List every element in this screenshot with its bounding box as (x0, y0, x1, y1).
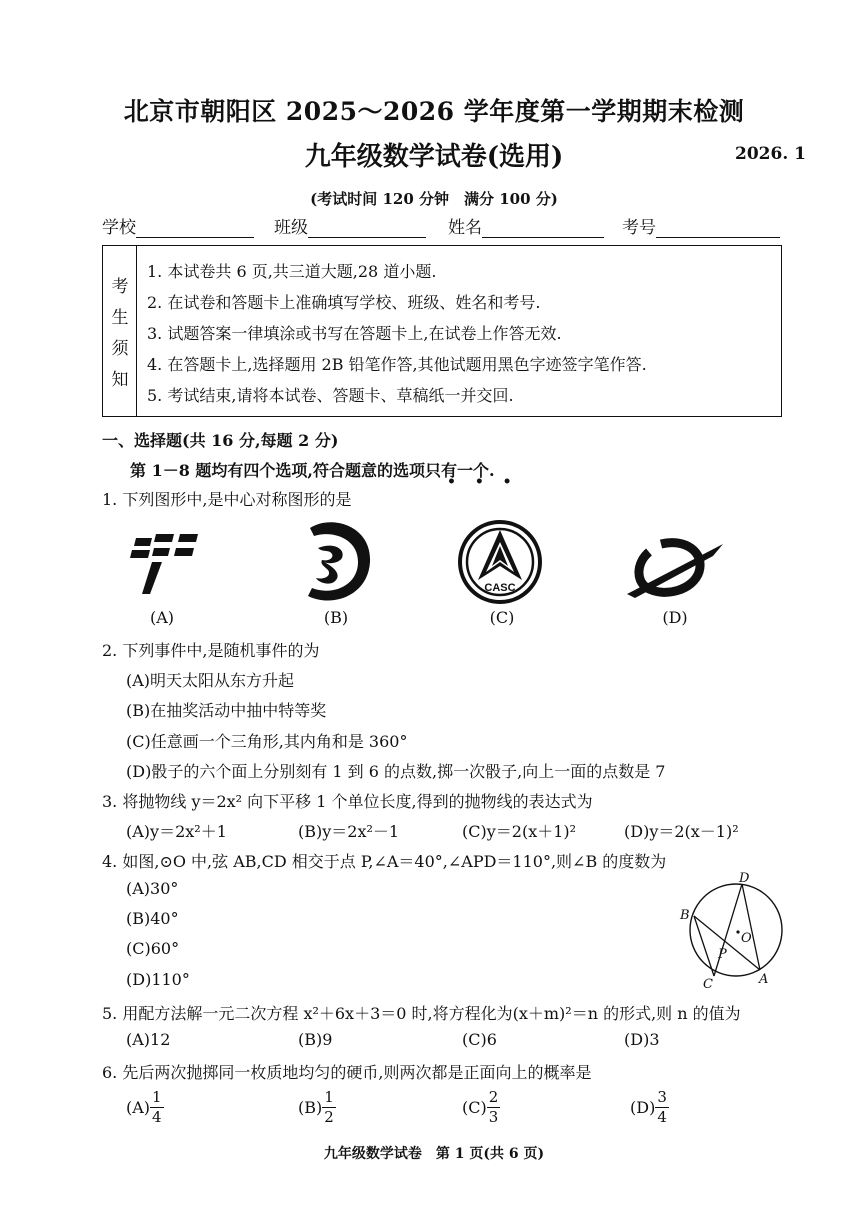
label-p: P (718, 947, 727, 962)
exam-subtitle: 九年级数学试卷(选用) (304, 142, 564, 172)
q4-option-b: (B)40° (126, 909, 179, 928)
figure-b-logo-icon (302, 518, 374, 606)
q3-option-a: (A)y＝2x²＋1 (126, 822, 227, 841)
section-heading: 一、选择题(共 16 分,每题 2 分) (102, 431, 339, 450)
q6-option-b: (B) $\frac{1}{2}$ (298, 1088, 334, 1126)
notice-box (102, 245, 782, 417)
q5-option-b: (B)9 (298, 1030, 333, 1049)
class-blank[interactable] (308, 217, 426, 238)
q2-option-d: (D)骰子的六个面上分别刻有 1 到 6 的点数,掷一次骰子,向上一面的点数是 7 (126, 762, 666, 781)
q1-label-b: (B) (323, 608, 349, 627)
exam-time-note: (考试时间 120 分钟 满分 100 分) (310, 190, 558, 208)
exam-number-blank[interactable] (656, 217, 780, 238)
q2-stem: 2. 下列事件中,是随机事件的为 (102, 641, 320, 660)
page-footer: 九年级数学试卷 第 1 页(共 6 页) (323, 1146, 545, 1162)
q2-option-a: (A)明天太阳从东方升起 (126, 671, 295, 690)
q3-option-d: (D)y＝2(x－1)² (624, 822, 739, 841)
q4-circle-figure (672, 866, 792, 990)
q6-fraction-c: $\frac{2}{3}$ (488, 1088, 499, 1126)
q5-option-d: (D)3 (624, 1030, 660, 1049)
q1-label-a: (A) (149, 608, 175, 627)
figure-c-text: CASC (484, 582, 516, 594)
q6-option-d: (D) $\frac{3}{4}$ (630, 1088, 667, 1126)
q3-stem: 3. 将抛物线 y＝2x² 向下平移 1 个单位长度,得到的抛物线的表达式为 (102, 792, 593, 811)
school-field[interactable]: 学校 (102, 213, 254, 238)
figure-a-logo-icon (122, 528, 202, 598)
name-blank[interactable] (482, 217, 604, 238)
center-point-icon (736, 930, 739, 933)
notice-item: 1. 本试卷共 6 页,共三道大题,28 道小题. (147, 262, 437, 281)
notice-item: 2. 在试卷和答题卡上准确填写学校、班级、姓名和考号. (147, 293, 541, 312)
label-a: A (759, 972, 769, 987)
name-field[interactable]: 姓名 (448, 213, 604, 238)
label-c: C (703, 977, 713, 990)
figure-c-casc-logo-icon (458, 520, 542, 604)
section-instruction: 第 1－8 题均有四个选项,符合题意的选项只有一个. (130, 461, 495, 480)
q2-option-b: (B)在抽奖活动中抽中特等奖 (126, 701, 327, 720)
q5-stem: 5. 用配方法解一元二次方程 x²＋6x＋3＝0 时,将方程化为(x＋m)²＝n 的形式,则 n 的值为 (102, 1004, 741, 1023)
q6-fraction-b: $\frac{1}{2}$ (324, 1088, 334, 1126)
q4-stem: 4. 如图,⊙O 中,弦 AB,CD 相交于点 P,∠A＝40°,∠APD＝110°,则∠B 的度数为 (102, 852, 667, 871)
school-blank[interactable] (136, 217, 254, 238)
q1-label-c: (C) (489, 608, 515, 627)
exam-date: 2026. 1 (735, 144, 806, 164)
notice-item: 3. 试题答案一律填涂或书写在答题卡上,在试卷上作答无效. (147, 324, 562, 343)
label-o: O (741, 931, 752, 946)
q4-option-a: (A)30° (126, 879, 179, 898)
label-b: B (680, 908, 690, 923)
q2-option-c: (C)任意画一个三角形,其内角和是 360° (126, 732, 408, 751)
exam-title: 北京市朝阳区 2025～2026 学年度第一学期期末检测 (123, 97, 745, 126)
q5-option-a: (A)12 (126, 1030, 171, 1049)
q5-option-c: (C)6 (462, 1030, 497, 1049)
q3-option-b: (B)y＝2x²－1 (298, 822, 400, 841)
class-field[interactable]: 班级 (274, 213, 426, 238)
q1-label-d: (D) (662, 608, 688, 627)
label-d: D (739, 871, 750, 886)
q6-fraction-a: $\frac{1}{4}$ (152, 1088, 162, 1126)
figure-d-logo-icon (625, 538, 725, 600)
q3-option-c: (C)y＝2(x＋1)² (462, 822, 577, 841)
exam-number-field[interactable]: 考号 (622, 213, 780, 238)
q4-option-d: (D)110° (126, 970, 190, 989)
q6-fraction-d: $\frac{3}{4}$ (657, 1088, 667, 1126)
q1-stem: 1. 下列图形中,是中心对称图形的是 (102, 490, 352, 509)
notice-list (147, 256, 767, 411)
notice-item: 5. 考试结束,请将本试卷、答题卡、草稿纸一并交回. (147, 386, 514, 405)
q6-option-a: (A) $\frac{1}{4}$ (126, 1088, 162, 1126)
notice-side-label: 考 生 须 知 (103, 246, 137, 416)
student-info-row (102, 213, 792, 241)
q6-option-c: (C) $\frac{2}{3}$ (462, 1088, 499, 1126)
q4-option-c: (C)60° (126, 939, 180, 958)
notice-item: 4. 在答题卡上,选择题用 2B 铅笔作答,其他试题用黑色字迹签字笔作答. (147, 355, 647, 374)
emphasis-dots: • • • (447, 474, 519, 490)
q6-stem: 6. 先后两次抛掷同一枚质地均匀的硬币,则两次都是正面向上的概率是 (102, 1063, 592, 1082)
